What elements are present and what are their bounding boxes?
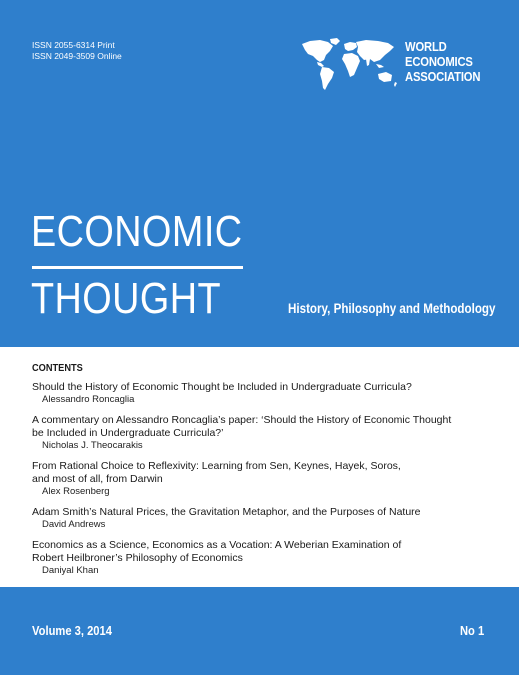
journal-title-line-2: THOUGHT xyxy=(31,274,222,323)
entry-title-continued: Robert Heilbroner’s Philosophy of Economics xyxy=(32,552,243,564)
publisher-line-2: ECONOMICS xyxy=(405,55,473,69)
entry-title: Economics as a Science, Economics as a Vocation: A Weberian Examination of xyxy=(32,539,402,551)
contents-section xyxy=(32,362,492,585)
entry-title: A commentary on Alessandro Roncaglia’s paper: ‘Should the History of Economic Thought xyxy=(32,414,452,426)
entry-title: Should the History of Economic Thought be Included in Undergraduate Curricula? xyxy=(32,381,412,393)
contents-entry xyxy=(32,414,492,452)
publisher-name xyxy=(405,40,480,85)
entry-title: Adam Smith’s Natural Prices, the Gravitation Metaphor, and the Purposes of Nature xyxy=(32,506,421,518)
contents-heading: CONTENTS xyxy=(32,362,83,374)
entry-author: Nicholas J. Theocarakis xyxy=(42,440,143,451)
contents-entry xyxy=(32,539,492,577)
volume-label: Volume 3, 2014 xyxy=(32,623,112,638)
title-divider xyxy=(32,266,243,269)
entry-author: Daniyal Khan xyxy=(42,565,99,576)
entry-title-continued: and most of all, from Darwin xyxy=(32,473,163,485)
entry-title: From Rational Choice to Reflexivity: Learning from Sen, Keynes, Hayek, Soros, xyxy=(32,460,401,472)
entry-title-continued: be Included in Undergraduate Curricula?’ xyxy=(32,427,224,439)
contents-entry xyxy=(32,460,492,498)
contents-entry xyxy=(32,381,492,406)
journal-title-line-1: ECONOMIC xyxy=(31,207,243,256)
entry-author: Alessandro Roncaglia xyxy=(42,394,135,405)
contents-entry xyxy=(32,506,492,531)
issn-online: ISSN 2049-3509 Online xyxy=(32,51,122,61)
issue-number: No 1 xyxy=(459,623,484,638)
entry-author: Alex Rosenberg xyxy=(42,486,110,497)
issn-print: ISSN 2055-6314 Print xyxy=(32,40,115,50)
publisher-line-1: WORLD xyxy=(405,40,447,54)
entry-author: David Andrews xyxy=(42,519,106,530)
publisher-line-3: ASSOCIATION xyxy=(405,70,481,84)
journal-subtitle: History, Philosophy and Methodology xyxy=(288,301,496,316)
issn-block xyxy=(32,40,122,62)
world-map-icon xyxy=(300,38,398,92)
